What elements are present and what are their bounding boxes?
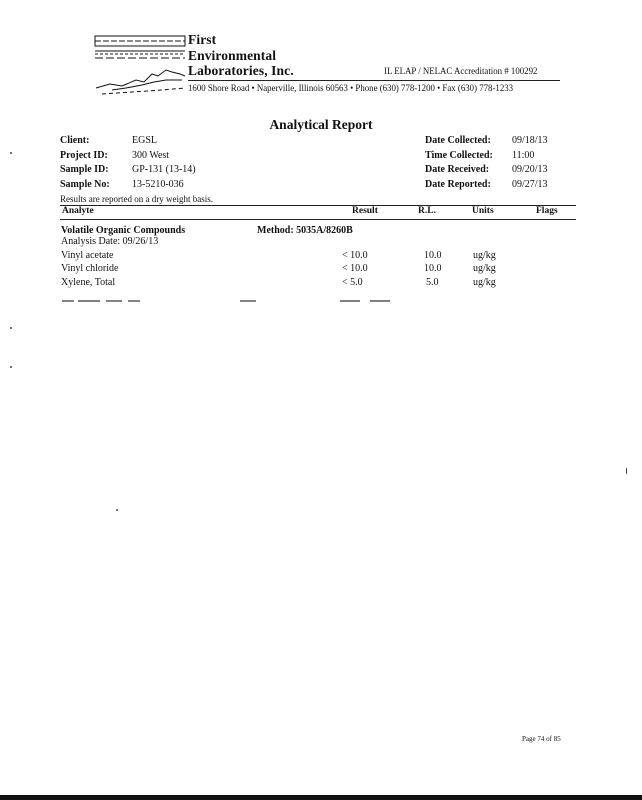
- client-label: Client:: [60, 135, 90, 146]
- dry-weight-note: Results are reported on a dry weight basis.: [60, 194, 213, 204]
- table-header-top-rule: [60, 205, 576, 206]
- company-address: 1600 Shore Road • Naperville, Illinois 60563 • Phone (630) 778-1200 • Fax (630) 778-1233: [188, 84, 514, 94]
- analysis-date: Analysis Date: 09/26/13: [61, 236, 159, 247]
- project-id-label: Project ID:: [60, 149, 108, 161]
- company-name-line2: Environmental: [188, 47, 277, 63]
- company-name: [188, 32, 294, 79]
- sample-no-value: 13-5210-036: [132, 178, 184, 190]
- company-name-line1: First: [188, 32, 217, 47]
- client-labels: [60, 134, 110, 192]
- company-name-line3: Laboratories, Inc.: [188, 63, 294, 78]
- date-reported-label: Date Reported:: [425, 178, 491, 190]
- method-label: Method: 5035A/8260B: [257, 225, 353, 236]
- cut-off-row-remnant: [60, 289, 400, 293]
- row-rl: 10.0: [424, 263, 442, 274]
- sample-id-value: GP-131 (13-14): [132, 164, 196, 175]
- scan-speck: [10, 366, 12, 368]
- row-analyte: Vinyl acetate: [61, 250, 114, 261]
- page-number: Page 74 of 85: [522, 735, 561, 743]
- sample-id-label: Sample ID:: [60, 164, 109, 175]
- column-header-rl: R.L.: [418, 206, 436, 216]
- scan-speck: [10, 327, 12, 329]
- company-logo: [92, 30, 188, 102]
- section-name: Volatile Organic Compounds: [61, 225, 186, 236]
- table-row: [0, 250, 642, 264]
- row-analyte: Xylene, Total: [61, 277, 116, 288]
- scan-speck: [626, 468, 627, 474]
- column-header-result: Result: [352, 206, 378, 216]
- row-units: ug/kg: [473, 277, 496, 288]
- date-reported-value: 09/27/13: [512, 178, 548, 190]
- column-header-flags: Flags: [536, 206, 558, 216]
- scan-bottom-edge: [0, 795, 642, 800]
- row-analyte: Vinyl chloride: [61, 263, 119, 274]
- scan-speck: [116, 509, 118, 511]
- date-labels: [425, 134, 493, 192]
- accreditation-text: IL ELAP / NELAC Accreditation # 100292: [384, 67, 538, 77]
- client-values: [132, 134, 196, 192]
- sample-no-label: Sample No:: [60, 178, 110, 190]
- row-units: ug/kg: [473, 263, 496, 274]
- row-result: < 10.0: [342, 263, 368, 274]
- time-collected-value: 11:00: [512, 149, 535, 161]
- client-value: EGSL: [132, 135, 157, 146]
- row-units: ug/kg: [473, 250, 496, 261]
- date-collected-value: 09/18/13: [512, 135, 548, 146]
- column-header-units: Units: [472, 206, 494, 216]
- row-rl: 5.0: [426, 277, 439, 288]
- time-collected-label: Time Collected:: [425, 149, 493, 161]
- scan-speck: [10, 152, 12, 154]
- date-received-value: 09/20/13: [512, 164, 548, 175]
- row-result: < 10.0: [342, 250, 368, 261]
- row-result: < 5.0: [342, 277, 363, 288]
- report-title: Analytical Report: [269, 117, 373, 132]
- project-id-value: 300 West: [132, 149, 170, 161]
- table-row: [0, 263, 642, 277]
- date-received-label: Date Received:: [425, 164, 490, 175]
- row-rl: 10.0: [424, 250, 442, 261]
- table-header-bottom-rule: [60, 219, 576, 220]
- column-header-analyte: Analyte: [62, 206, 94, 216]
- header-divider: [188, 80, 560, 81]
- date-collected-label: Date Collected:: [425, 135, 491, 146]
- date-values: [512, 134, 548, 192]
